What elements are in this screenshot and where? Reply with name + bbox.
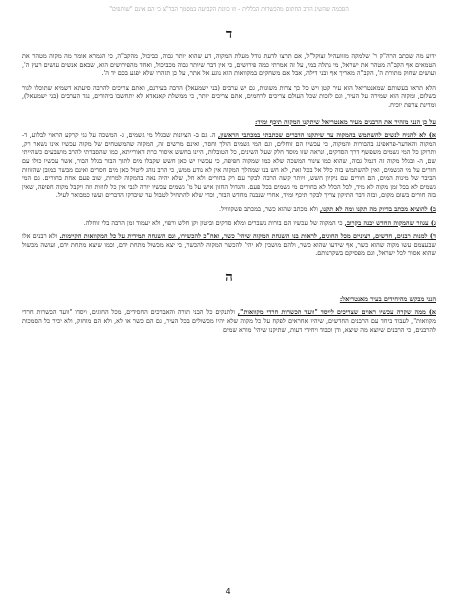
list-item-body: ולא רבנים אלו שבעצמם עשו מקוה שהוא כשר, אף שידעו שהוא כשר, ולהם מושכין לא יהי' להכשר המקוה להכשר, כי יצא מכשול מתחת ידם, וכמו שיצא מתחת ידם, ועושה מכשול שהוא אסור לכל ישראל, וגם מפסיקם בשקרנותם. xyxy=(22,232,436,258)
list-item-lead: א) לא להניח לנשים להשתמש בהמקוה עד שיתקנו הדברים שכתבתי במכתבי הראשון, xyxy=(218,131,436,140)
list-item xyxy=(22,219,436,228)
list-item-body: ולתנקים כל הבני תורה והאברכים החסידים, מכל החוגים, ויסדו "וועד הכשרות חרדי מקוואות", לעבוד ביחד עם הרבנים החדשים, שיהיו אחראים לפקח על כל מקוה שלא יהיו מכשולים בכל העיר, גם הם כשר או לא, ולא הם מוחזק, ולא יכיר כל הסמכות להרבנים, כי הרבנים שיוצא מה שיצא, ודן וכבוד ויחידי דעות, שתיקנו שיהי' מורא שמים xyxy=(22,308,436,334)
paragraph-2: הלא תראו בעשותם שמאנטריאל הוא עיר קטן ויש כל כך צרות משונות, גם יש ערבים (בני ישמעאל) הרבה בעירנם, ואתם צריכים להרבה סיעתא דשמיא שתוכלו לגור בשלום, ומקוה הוא שמירה על העיר, וגם לזכות שכל העולם צריכים לרחמים, אתם צריכים יותר, כי ממשלת קאנאדא לא יתחשבו ביהודים, נגד הערבים (בני ישמעאל), ומדינת צרפת יוכיח. xyxy=(22,83,436,109)
heading-demands: על כן הנני מזהיר את הרבנים מעיר מאנטריאל שיתקנו המקוה תיכף ומיד: xyxy=(255,117,436,126)
section-letter-d: ד xyxy=(225,27,233,42)
list-item-lead: ג) עגוזר שהמקוה החדש יבנה בקרוב, xyxy=(344,218,436,227)
list-item-body: כי המקוה של עכשיו הם בורות נשברים ומלא סדקים וביטון וקן חלש ורפוי, ולא יעמוד זמן הרבה בלי זוחלה. xyxy=(83,218,343,227)
list-item-body: ה. גם ב- הציונות שבגלל מי גשמים, ג- המשכה על גגי קרקע הראוי לבלוע, ד- המקוה והאדער-פראפינג בהבורות והמקוה, כי עכשיו הם זוחלים, וגם המי גשמים הולך וחסר, ואינם מרשים זה, המקוה שהמשטחים של מקוה עכשיו אינו נשאר רק, ותרוקן כל המי גשמים משפשף דרך הסדקים, ונראה שזו מוסד חלק שעל השינים, כל הטובלות, היינו בחשש איסור כרת דאורייתא, כמו שהסברתי להרב מושבעים כשהייתי שם, ה- ובגלל מקוה זה דגמל גבוה, שהוא כמו צינור המשכה שלא כמו שמקוה חפיפה, כי עכשיו יש כאן חשש שקבלו מים לתוך הבור בגלל הבור, אשר עכשיו כולו עם חורים על מי הגשמים, ואין להשתמש בזה כלל אל בכל זאת, לא חש בנו שמהלך המקוה אין לא נודע ממש, כי הרב נוהג ליטול כאן מים חסרים ואינם מבשר כמובן שהזוזות הביבר של מינות המים, הם חורים עם ניקיון חשש, ויותר קשה הרבה לבקר עם רק בחורים ולא חל, שלא יהיה נאה בהמקוה למרות, שוב פעם אחת בחורים. גם המי גשמים לא בכל זמן מקוה לא מיד, לכל הכלל לא בחורים מי גשמים בכל פעם. והגדול החזון איש על מ' גשמים עכשיו יורה לגבי אין כל לזוזות וזה ויקבל מקוה חפיפה, שאין בזה חורים בשום מקום, ובזה דבר התיקון צריך לבקר תיכף ומיד, אחרי שנבנה מחדש הבור, וכדי שלא להתחיל לטבול עד שיבדקו הדברים ועשו כמבואר לעיל. xyxy=(22,131,436,200)
paragraph-1: ידוע מה שכתב הרה"ק ר' שלמקה מזוועהיל זצוקל"ל, אם תרצו לדעת גודל מעלת המקוה, דע שהוא יותר גבוה, כביכול, מהקב"ה, כי הגמרא אומר מה מקוה מטהר את הטמאים אף הקב"ה מטהר את ישראל, מי נתלה במי, על זה אמרתי כמה פירושים, כי אין דבר שיותר גבוה מכביכול, ואחד מהפירושים הוא, שבאם אנשים עושים רעץ ה', ועושים שחוק מתורת ה', הקב"ה מאריך אף ובני דילה, אבל אם משחקים במקוואות הוא נוגע אל אתר, על כן תזהרו שלא יפגע בכם יד ה'. xyxy=(22,52,436,78)
list-item-lead: ד) למנות רבנים, חדשים, רציניים מכל החוגים, לראות בנו השגחת המקוה שיהי' כשר, ואח"כ להכשירו, וגם השגחה תמידית על כל המקוואות הקיימות. xyxy=(59,232,436,241)
list-item-body: ולא מכתב שהוא כשר, במכתב פשקווויל. xyxy=(219,204,318,213)
bleed-through-text: הסכמה שהשיג הרב החתום מהכשרות הכללית - וזו כוונת הקביעה במסמך הבד"צ כי הם אינם "שותפים" xyxy=(109,6,349,13)
list-item xyxy=(22,308,436,334)
list-item xyxy=(22,131,436,200)
list-item xyxy=(22,232,436,258)
section-letter-h: ה xyxy=(225,269,233,285)
list-item xyxy=(22,205,436,214)
list-item-lead: ב) להוציא מכתב בדיוק מה תקנו ומה לא תקנו, xyxy=(319,204,436,213)
heading-request: הנני מבקש מהיחידים בעיר מאנטריאל: xyxy=(339,294,436,303)
list-item-lead: א) ממה שקרה עכשיו ראוים שצריכים לייסד "וועד הכשרות חרדי מקוואות", xyxy=(237,308,436,317)
page-number: 4 xyxy=(225,587,231,596)
